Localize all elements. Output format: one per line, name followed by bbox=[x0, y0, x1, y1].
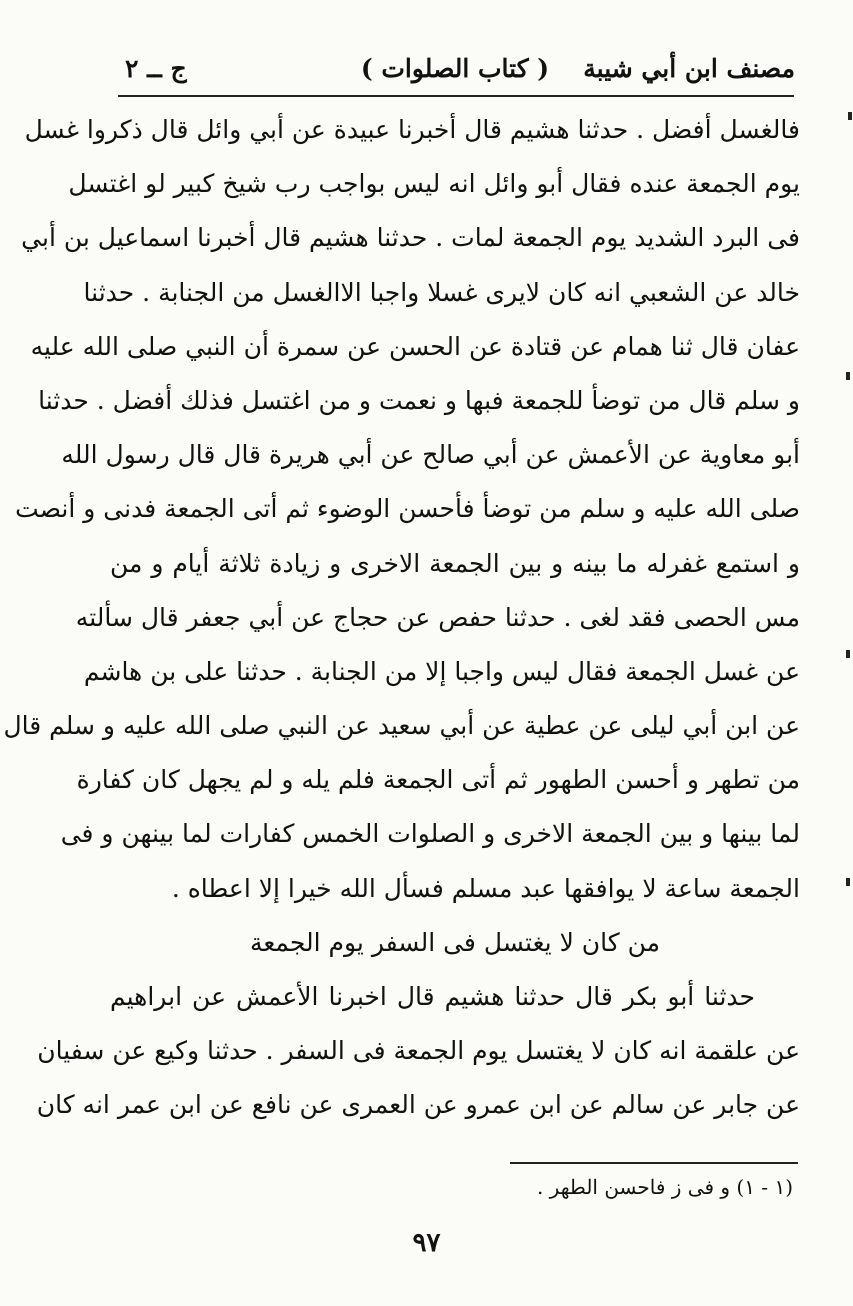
text-line: فى البرد الشديد يوم الجمعة لمات . حدثنا هشيم قال أخبرنا اسماعيل بن أبي bbox=[21, 223, 800, 253]
footnote: (١ - ١) و فى ز فاحسن الطهر . bbox=[536, 1175, 793, 1199]
page-header bbox=[115, 46, 795, 92]
text-line: عن غسل الجمعة فقال ليس واجبا إلا من الجنابة . حدثنا على بن هاشم bbox=[83, 656, 800, 686]
volume-label: ج ــ ٢ bbox=[125, 54, 187, 83]
book-title: مصنف ابن أبي شيبة bbox=[583, 54, 795, 83]
main-text bbox=[3, 103, 800, 1133]
text-line: أبو معاوية عن الأعمش عن أبي صالح عن أبي هريرة قال قال رسول الله bbox=[61, 440, 800, 470]
text-line: الجمعة ساعة لا يوافقها عبد مسلم فسأل الله خيرا إلا اعطاه . bbox=[171, 873, 800, 903]
text-line: فالغسل أفضل . حدثنا هشيم قال أخبرنا عبيدة عن أبي وائل قال ذكروا غسل bbox=[24, 115, 800, 144]
section-heading: من كان لا يغتسل فى السفر يوم الجمعة bbox=[249, 927, 661, 957]
margin-mark bbox=[846, 650, 850, 658]
text-line: يوم الجمعة عنده فقال أبو وائل انه ليس بواجب رب شيخ كبير لو اغتسل bbox=[68, 169, 800, 199]
footnote-rule bbox=[510, 1162, 798, 1164]
chapter-title: ( كتاب الصلوات ) bbox=[360, 54, 550, 83]
text-line: صلى الله عليه و سلم من توضأ فأحسن الوضوء ثم أتى الجمعة فدنى و أنصت bbox=[15, 494, 800, 524]
header-rule bbox=[118, 95, 794, 97]
margin-mark bbox=[846, 372, 850, 380]
text-line: من تطهر و أحسن الطهور ثم أتى الجمعة فلم يله و لم يجهل كان كفارة bbox=[76, 765, 800, 795]
text-line: مس الحصى فقد لغى . حدثنا حفص عن حجاج عن أبي جعفر قال سألته bbox=[75, 602, 800, 632]
text-line: عن علقمة انه كان لا يغتسل يوم الجمعة فى السفر . حدثنا وكيع عن سفيان bbox=[37, 1036, 800, 1066]
text-line: خالد عن الشعبي انه كان لايرى غسلا واجبا الاالغسل من الجنابة . حدثنا bbox=[83, 277, 800, 307]
text-line: و استمع غفرله ما بينه و بين الجمعة الاخرى و زيادة ثلاثة أيام و من bbox=[110, 548, 800, 578]
text-line: لما بينها و بين الجمعة الاخرى و الصلوات الخمس كفارات لما بينهن و فى bbox=[60, 819, 800, 849]
margin-mark bbox=[846, 878, 850, 886]
text-line: حدثنا أبو بكر قال حدثنا هشيم قال اخبرنا الأعمش عن ابراهيم bbox=[110, 982, 755, 1011]
text-line: عن جابر عن سالم عن ابن عمرو عن العمرى عن نافع عن ابن عمر انه كان bbox=[36, 1090, 800, 1120]
text-line: و سلم قال من توضأ للجمعة فبها و نعمت و من اغتسل فذلك أفضل . حدثنا bbox=[38, 385, 800, 415]
page-number: ٩٧ bbox=[412, 1228, 441, 1258]
text-line: عن ابن أبي ليلى عن عطية عن أبي سعيد عن النبي صلى الله عليه و سلم قال bbox=[3, 711, 800, 741]
margin-mark bbox=[848, 112, 852, 120]
text-line: عفان قال ثنا همام عن قتادة عن الحسن عن سمرة أن النبي صلى الله عليه bbox=[30, 331, 800, 361]
